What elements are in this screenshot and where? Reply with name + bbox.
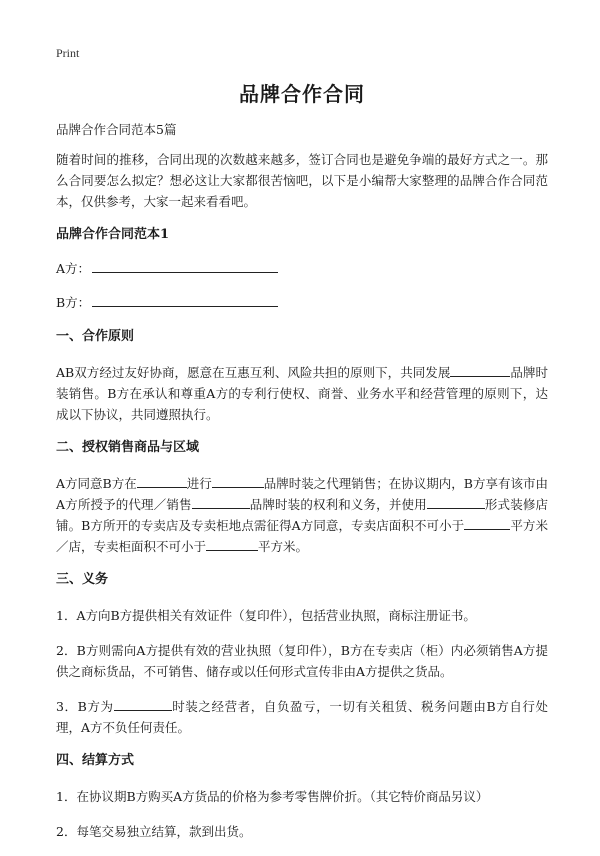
section4-item-2: 2．每笔交易独立结算，款到出货。 [56, 824, 252, 839]
party-a-blank[interactable] [92, 260, 278, 273]
print-link[interactable]: Print [56, 46, 80, 60]
region-blank[interactable] [137, 475, 187, 488]
brand-blank-3[interactable] [192, 496, 250, 509]
brand-blank-2[interactable] [212, 475, 264, 488]
page-title: 品牌合作合同 [239, 82, 365, 106]
section3-item-3 [56, 696, 548, 738]
section2-text-6: 平方米／店，专卖柜面积不可小于 [56, 518, 548, 554]
party-b-label: B方： [56, 295, 91, 310]
section3-item-3-text-a: 3．B方为 [56, 699, 114, 714]
section2-paragraph [56, 473, 548, 557]
section3-item-1: 1．A方向B方提供相关有效证件（复印件），包括营业执照，商标注册证书。 [56, 608, 476, 623]
document-subtitle: 品牌合作合同范本5篇 [56, 122, 177, 137]
store-area-blank[interactable] [464, 517, 510, 530]
section2-text-1: A方同意B方在 [56, 476, 137, 491]
decoration-blank[interactable] [427, 496, 485, 509]
party-b-blank[interactable] [92, 294, 278, 307]
section2-heading: 二、授权销售商品与区域 [56, 440, 200, 455]
section2-text-2: 进行 [186, 476, 212, 491]
section1-text-a: AB双方经过友好协商，愿意在互惠互利、风险共担的原则下，共同发展 [56, 365, 451, 380]
section1-text-b: 品牌时装销售。B方在承认和尊重A方的专利行使权、商誉、业务水平和经营管理的原则下，达成以下协议，共同遵照执行。 [56, 365, 548, 422]
section3-item-3-text-b: 时装之经营者，自负盈亏，一切有关租赁、税务问题由B方自行处理，A方不负任何责任。 [56, 699, 549, 735]
intro-paragraph: 随着时间的推移，合同出现的次数越来越多，签订合同也是避免争端的最好方式之一。那么合同要怎么拟定？想必这让大家都很苦恼吧，以下是小编帮大家整理的品牌合作合同范本，仅供参考，大家一起来看看吧。 [56, 152, 548, 209]
counter-area-blank[interactable] [206, 538, 258, 551]
party-a-label: A方： [56, 261, 91, 276]
section4-item-1: 1．在协议期B方购买A方货品的价格为参考零售牌价折。（其它特价商品另议） [56, 789, 489, 804]
brand-blank[interactable] [450, 364, 510, 377]
section2-text-5: 形式装修店铺。B方所开的专卖店及专卖柜地点需征得A方同意，专卖店面积不可小于 [56, 497, 548, 533]
brand-blank-4[interactable] [114, 698, 172, 711]
section1-paragraph [56, 362, 548, 425]
section3-item-2: 2．B方则需向A方提供有效的营业执照（复印件），B方在专卖店（柜）内必须销售A方提供之商标货品，不可销售、储存或以任何形式宣传非由A方提供之货品。 [56, 643, 548, 679]
party-b-line [56, 294, 548, 312]
party-a-line [56, 260, 548, 278]
section3-heading: 三、义务 [56, 572, 109, 587]
sample-heading: 品牌合作合同范本1 [56, 227, 170, 242]
section2-text-4: 品牌时装的权利和义务，并使用 [249, 497, 427, 512]
section2-text-3: 品牌时装之代理销售；在协议期内，B方享有该市由A方所授予的代理／销售 [56, 476, 548, 512]
section2-text-7: 平方米。 [258, 539, 309, 554]
section1-heading: 一、合作原则 [56, 329, 135, 344]
document-body [56, 78, 548, 856]
section4-heading: 四、结算方式 [56, 753, 135, 768]
